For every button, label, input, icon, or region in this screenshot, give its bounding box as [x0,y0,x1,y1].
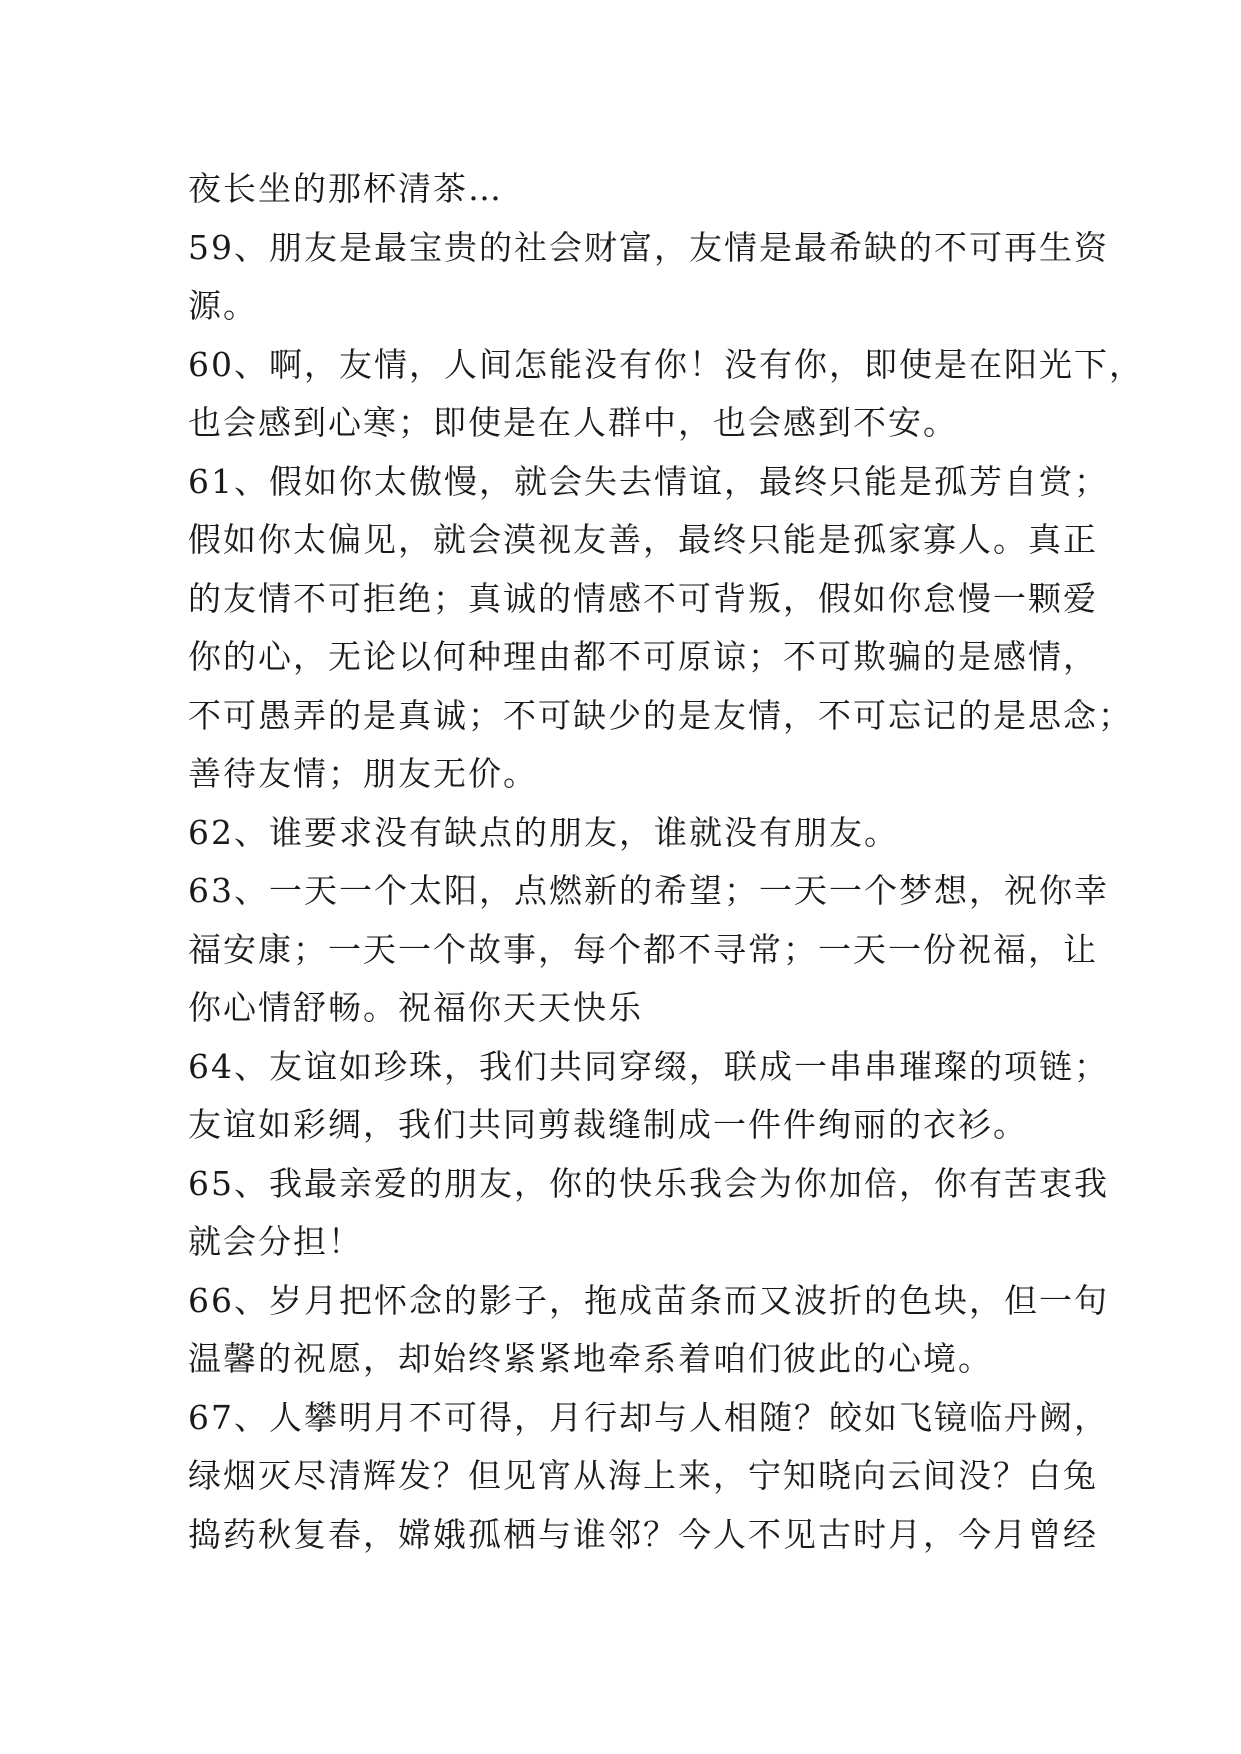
text-line: 友谊如彩绸，我们共同剪裁缝制成一件件绚丽的衣衫。 [188,1105,1028,1144]
text-line: 就会分担！ [188,1222,363,1261]
text-line: 假如你太偏见，就会漠视友善，最终只能是孤家寡人。真正 [188,520,1098,559]
text-line: 65、我最亲爱的朋友，你的快乐我会为你加倍，你有苦衷我 [188,1163,1109,1203]
text-line: 善待友情；朋友无价。 [188,754,538,793]
text-line: 62、谁要求没有缺点的朋友，谁就没有朋友。 [188,812,899,852]
text-line: 的友情不可拒绝；真诚的情感不可背叛，假如你怠慢一颗爱 [188,578,1098,618]
text-line: 61、假如你太傲慢，就会失去情谊，最终只能是孤芳自赏； [188,461,1109,501]
document-body [188,160,1144,1564]
text-line: 64、友谊如珍珠，我们共同穿缀，联成一串串璀璨的项链； [188,1046,1109,1086]
text-line: 59、朋友是最宝贵的社会财富，友情是最希缺的不可再生资 [188,227,1109,267]
text-line: 温馨的祝愿，却始终紧紧地牵系着咱们彼此的心境。 [188,1339,993,1378]
text-line: 捣药秋复春，嫦娥孤栖与谁邻？今人不见古时月，今月曾经 [188,1514,1098,1554]
text-line: 福安康；一天一个故事，每个都不寻常；一天一份祝福，让 [188,929,1098,969]
text-line: 也会感到心寒；即使是在人群中，也会感到不安。 [188,403,958,442]
text-line: 夜长坐的那杯清茶… [188,169,503,208]
text-line: 67、人攀明月不可得，月行却与人相随？皎如飞镜临丹阙， [188,1397,1109,1437]
text-line: 源。 [188,286,258,325]
text-line: 你心情舒畅。祝福你天天快乐 [188,988,643,1027]
text-line: 66、岁月把怀念的影子，拖成苗条而又波折的色块，但一句 [188,1280,1109,1320]
text-line: 不可愚弄的是真诚；不可缺少的是友情，不可忘记的是思念； [188,695,1133,735]
text-line: 63、一天一个太阳，点燃新的希望；一天一个梦想，祝你幸 [188,871,1109,910]
text-line: 绿烟灭尽清辉发？但见宵从海上来，宁知晓向云间没？白兔 [188,1456,1098,1495]
text-line: 你的心，无论以何种理由都不可原谅；不可欺骗的是感情， [188,637,1098,676]
text-line: 60、啊，友情，人间怎能没有你！没有你，即使是在阳光下， [188,344,1144,384]
